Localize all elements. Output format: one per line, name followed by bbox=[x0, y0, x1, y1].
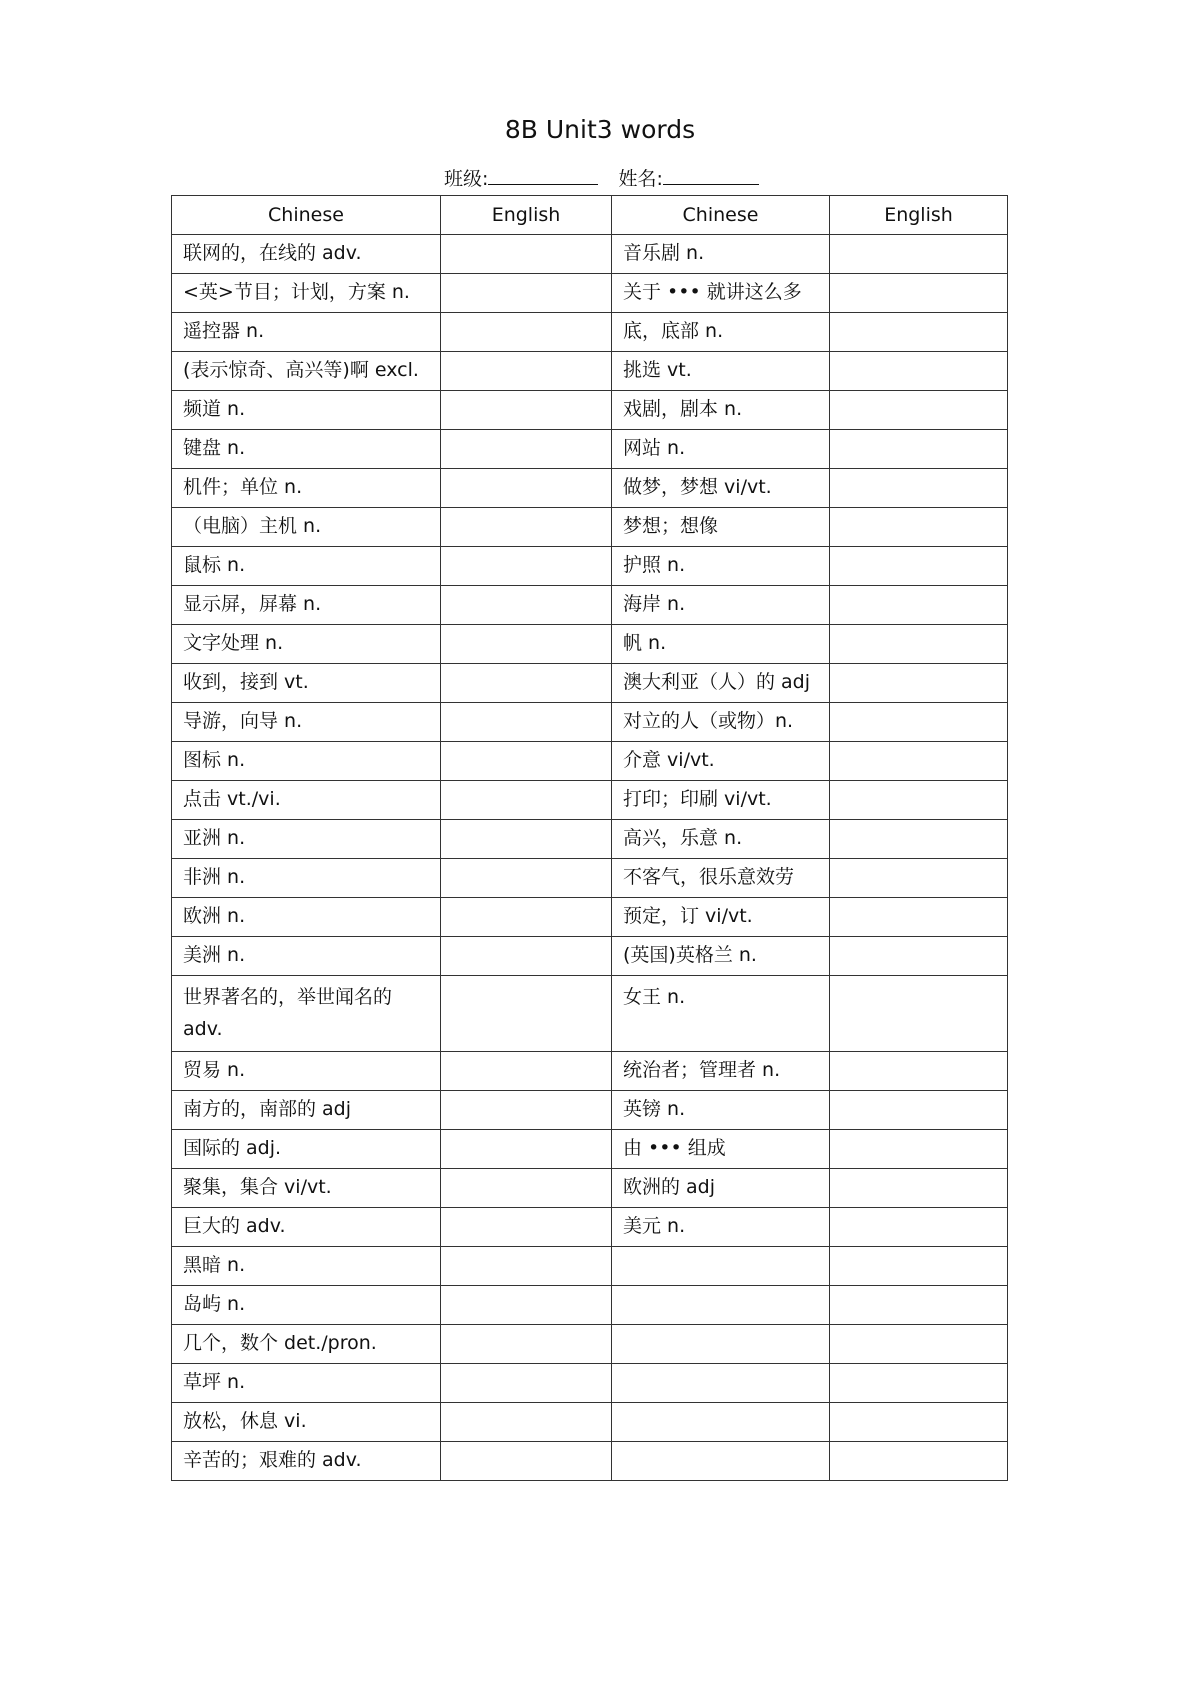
chinese-word-left bbox=[172, 586, 441, 625]
english-answer-left[interactable] bbox=[441, 1208, 612, 1247]
chinese-word-right bbox=[612, 1286, 830, 1325]
english-answer-right[interactable] bbox=[830, 1364, 1008, 1403]
english-answer-left[interactable] bbox=[441, 469, 612, 508]
english-answer-right[interactable] bbox=[830, 820, 1008, 859]
chinese-word-right bbox=[612, 1052, 830, 1091]
chinese-word-text: (英国)英格兰 n. bbox=[623, 944, 757, 966]
chinese-word-left bbox=[172, 1286, 441, 1325]
chinese-word-left bbox=[172, 508, 441, 547]
english-answer-right[interactable] bbox=[830, 859, 1008, 898]
english-answer-right[interactable] bbox=[830, 313, 1008, 352]
english-answer-left[interactable] bbox=[441, 820, 612, 859]
chinese-word-right bbox=[612, 1169, 830, 1208]
class-label: 班级: bbox=[444, 168, 489, 190]
chinese-word-text: 统治者；管理者 n. bbox=[623, 1059, 781, 1081]
table-row bbox=[172, 274, 1008, 313]
header-chinese-left: Chinese bbox=[172, 196, 441, 235]
chinese-word-text: 遥控器 n. bbox=[183, 320, 265, 342]
chinese-word-text: <英>节目；计划，方案 n. bbox=[183, 281, 410, 303]
english-answer-left[interactable] bbox=[441, 703, 612, 742]
english-answer-left[interactable] bbox=[441, 352, 612, 391]
chinese-word-left bbox=[172, 1325, 441, 1364]
table-row bbox=[172, 1286, 1008, 1325]
chinese-word-text: 澳大利亚（人）的 adj bbox=[623, 671, 811, 693]
english-answer-left[interactable] bbox=[441, 781, 612, 820]
chinese-word-right bbox=[612, 703, 830, 742]
chinese-word-text: 文字处理 n. bbox=[183, 632, 284, 654]
chinese-word-right bbox=[612, 1403, 830, 1442]
chinese-word-text: 英镑 n. bbox=[623, 1098, 686, 1120]
english-answer-right[interactable] bbox=[830, 586, 1008, 625]
english-answer-right[interactable] bbox=[830, 781, 1008, 820]
table-row bbox=[172, 1169, 1008, 1208]
chinese-word-left bbox=[172, 1208, 441, 1247]
chinese-word-text: 聚集，集合 vi/vt. bbox=[183, 1176, 332, 1198]
chinese-word-left bbox=[172, 1403, 441, 1442]
table-row bbox=[172, 742, 1008, 781]
table-row bbox=[172, 1247, 1008, 1286]
chinese-word-right bbox=[612, 1325, 830, 1364]
chinese-word-text: 对立的人（或物）n. bbox=[623, 710, 794, 732]
english-answer-right[interactable] bbox=[830, 703, 1008, 742]
header-row bbox=[172, 196, 1008, 235]
table-row bbox=[172, 508, 1008, 547]
chinese-word-text: 收到，接到 vt. bbox=[183, 671, 309, 693]
chinese-word-text: 岛屿 n. bbox=[183, 1293, 246, 1315]
english-answer-left[interactable] bbox=[441, 1442, 612, 1481]
chinese-word-left bbox=[172, 547, 441, 586]
english-answer-left[interactable] bbox=[441, 742, 612, 781]
english-answer-left[interactable] bbox=[441, 1403, 612, 1442]
english-answer-right[interactable] bbox=[830, 352, 1008, 391]
chinese-word-text: 由 ••• 组成 bbox=[623, 1137, 726, 1159]
chinese-word-right bbox=[612, 1091, 830, 1130]
chinese-word-text: 做梦，梦想 vi/vt. bbox=[623, 476, 772, 498]
english-answer-right[interactable] bbox=[830, 1403, 1008, 1442]
chinese-word-text: 美洲 n. bbox=[183, 944, 246, 966]
page-title: 8B Unit3 words bbox=[504, 115, 696, 144]
chinese-word-left bbox=[172, 391, 441, 430]
english-answer-left[interactable] bbox=[441, 1247, 612, 1286]
chinese-word-text: 联网的，在线的 adv. bbox=[183, 242, 362, 264]
english-answer-right[interactable] bbox=[830, 547, 1008, 586]
english-answer-right[interactable] bbox=[830, 430, 1008, 469]
chinese-word-text: 南方的，南部的 adj bbox=[183, 1098, 352, 1120]
table-row bbox=[172, 781, 1008, 820]
chinese-word-text: 几个，数个 det./pron. bbox=[183, 1332, 377, 1354]
chinese-word-left bbox=[172, 625, 441, 664]
chinese-word-right bbox=[612, 859, 830, 898]
chinese-word-text: 关于 ••• 就讲这么多 bbox=[623, 281, 802, 303]
english-answer-right[interactable] bbox=[830, 1208, 1008, 1247]
chinese-word-left bbox=[172, 976, 441, 1052]
chinese-word-text: 网站 n. bbox=[623, 437, 686, 459]
english-answer-left[interactable] bbox=[441, 859, 612, 898]
table-row bbox=[172, 937, 1008, 976]
chinese-word-left bbox=[172, 1247, 441, 1286]
english-answer-right[interactable] bbox=[830, 625, 1008, 664]
chinese-word-left bbox=[172, 1364, 441, 1403]
table-row bbox=[172, 469, 1008, 508]
english-answer-right[interactable] bbox=[830, 508, 1008, 547]
chinese-word-text: 贸易 n. bbox=[183, 1059, 246, 1081]
table-row bbox=[172, 820, 1008, 859]
english-answer-right[interactable] bbox=[830, 664, 1008, 703]
chinese-word-text: 鼠标 n. bbox=[183, 554, 246, 576]
english-answer-right[interactable] bbox=[830, 274, 1008, 313]
chinese-word-right bbox=[612, 664, 830, 703]
chinese-word-right bbox=[612, 1208, 830, 1247]
chinese-word-right bbox=[612, 1364, 830, 1403]
chinese-word-left bbox=[172, 937, 441, 976]
english-answer-right[interactable] bbox=[830, 976, 1008, 1052]
chinese-word-right bbox=[612, 274, 830, 313]
chinese-word-text: (表示惊奇、高兴等)啊 excl. bbox=[183, 359, 419, 381]
english-answer-left[interactable] bbox=[441, 625, 612, 664]
english-answer-left[interactable] bbox=[441, 1325, 612, 1364]
english-answer-left[interactable] bbox=[441, 898, 612, 937]
chinese-word-left bbox=[172, 313, 441, 352]
english-answer-left[interactable] bbox=[441, 1130, 612, 1169]
table-row bbox=[172, 352, 1008, 391]
english-answer-left[interactable] bbox=[441, 274, 612, 313]
chinese-word-left bbox=[172, 859, 441, 898]
chinese-word-right bbox=[612, 547, 830, 586]
table-row bbox=[172, 976, 1008, 1052]
chinese-word-left bbox=[172, 469, 441, 508]
header-english-right: English bbox=[830, 196, 1008, 235]
chinese-word-left bbox=[172, 781, 441, 820]
chinese-word-text: 梦想；想像 bbox=[623, 515, 719, 537]
chinese-word-right bbox=[612, 625, 830, 664]
chinese-word-left bbox=[172, 664, 441, 703]
table-row bbox=[172, 1442, 1008, 1481]
english-answer-left[interactable] bbox=[441, 508, 612, 547]
chinese-word-left bbox=[172, 1052, 441, 1091]
chinese-word-right bbox=[612, 469, 830, 508]
header-english-left: English bbox=[441, 196, 612, 235]
english-answer-right[interactable] bbox=[830, 1247, 1008, 1286]
chinese-word-text: 挑选 vt. bbox=[623, 359, 692, 381]
chinese-word-left bbox=[172, 1091, 441, 1130]
chinese-word-text: 巨大的 adv. bbox=[183, 1215, 286, 1237]
chinese-word-text: 机件；单位 n. bbox=[183, 476, 303, 498]
chinese-word-left bbox=[172, 235, 441, 274]
english-answer-left[interactable] bbox=[441, 313, 612, 352]
table-row bbox=[172, 235, 1008, 274]
chinese-word-left bbox=[172, 898, 441, 937]
chinese-word-text: 戏剧，剧本 n. bbox=[623, 398, 743, 420]
chinese-word-left bbox=[172, 1130, 441, 1169]
name-label: 姓名: bbox=[618, 168, 663, 190]
chinese-word-right bbox=[612, 937, 830, 976]
chinese-word-text: 帆 n. bbox=[623, 632, 667, 654]
english-answer-right[interactable] bbox=[830, 937, 1008, 976]
english-answer-left[interactable] bbox=[441, 1091, 612, 1130]
chinese-word-right bbox=[612, 313, 830, 352]
english-answer-right[interactable] bbox=[830, 1091, 1008, 1130]
chinese-word-left bbox=[172, 1442, 441, 1481]
chinese-word-right bbox=[612, 586, 830, 625]
chinese-word-text: 欧洲的 adj bbox=[623, 1176, 716, 1198]
chinese-word-text: 美元 n. bbox=[623, 1215, 686, 1237]
chinese-word-right bbox=[612, 430, 830, 469]
chinese-word-text: 国际的 adj. bbox=[183, 1137, 282, 1159]
student-info-line bbox=[444, 165, 759, 192]
english-answer-left[interactable] bbox=[441, 547, 612, 586]
chinese-word-left bbox=[172, 352, 441, 391]
chinese-word-right bbox=[612, 898, 830, 937]
chinese-word-right bbox=[612, 508, 830, 547]
table-row bbox=[172, 547, 1008, 586]
chinese-word-right bbox=[612, 391, 830, 430]
chinese-word-text: 欧洲 n. bbox=[183, 905, 246, 927]
chinese-word-right bbox=[612, 1130, 830, 1169]
table-row bbox=[172, 1091, 1008, 1130]
english-answer-left[interactable] bbox=[441, 1286, 612, 1325]
chinese-word-text: 黑暗 n. bbox=[183, 1254, 246, 1276]
chinese-word-right bbox=[612, 1442, 830, 1481]
chinese-word-text: 音乐剧 n. bbox=[623, 242, 705, 264]
english-answer-right[interactable] bbox=[830, 1286, 1008, 1325]
chinese-word-right bbox=[612, 352, 830, 391]
chinese-word-text: 频道 n. bbox=[183, 398, 246, 420]
chinese-word-left bbox=[172, 703, 441, 742]
chinese-word-text: 女王 n. bbox=[623, 986, 686, 1008]
chinese-word-right bbox=[612, 820, 830, 859]
chinese-word-text: 显示屏，屏幕 n. bbox=[183, 593, 322, 615]
chinese-word-text: 不客气，很乐意效劳 bbox=[623, 866, 795, 888]
chinese-word-text: 介意 vi/vt. bbox=[623, 749, 715, 771]
english-answer-right[interactable] bbox=[830, 1169, 1008, 1208]
chinese-word-left bbox=[172, 742, 441, 781]
chinese-word-left bbox=[172, 1169, 441, 1208]
chinese-word-text: 预定，订 vi/vt. bbox=[623, 905, 753, 927]
chinese-word-text: 亚洲 n. bbox=[183, 827, 246, 849]
english-answer-right[interactable] bbox=[830, 1325, 1008, 1364]
chinese-word-right bbox=[612, 742, 830, 781]
chinese-word-text: 键盘 n. bbox=[183, 437, 246, 459]
table-row bbox=[172, 313, 1008, 352]
table-row bbox=[172, 586, 1008, 625]
header-chinese-right: Chinese bbox=[612, 196, 830, 235]
table-row bbox=[172, 391, 1008, 430]
table-row bbox=[172, 1364, 1008, 1403]
english-answer-right[interactable] bbox=[830, 1052, 1008, 1091]
table-row bbox=[172, 859, 1008, 898]
table-row bbox=[172, 1325, 1008, 1364]
english-answer-left[interactable] bbox=[441, 937, 612, 976]
chinese-word-right bbox=[612, 976, 830, 1052]
table-row bbox=[172, 430, 1008, 469]
table-row bbox=[172, 1208, 1008, 1247]
english-answer-left[interactable] bbox=[441, 235, 612, 274]
english-answer-right[interactable] bbox=[830, 469, 1008, 508]
chinese-word-text: 草坪 n. bbox=[183, 1371, 246, 1393]
english-answer-right[interactable] bbox=[830, 235, 1008, 274]
english-answer-left[interactable] bbox=[441, 1052, 612, 1091]
name-blank[interactable] bbox=[663, 165, 759, 185]
english-answer-right[interactable] bbox=[830, 1130, 1008, 1169]
chinese-word-text: 护照 n. bbox=[623, 554, 686, 576]
english-answer-left[interactable] bbox=[441, 1169, 612, 1208]
chinese-word-left bbox=[172, 820, 441, 859]
chinese-word-text: 非洲 n. bbox=[183, 866, 246, 888]
english-answer-left[interactable] bbox=[441, 976, 612, 1052]
word-rows bbox=[172, 235, 1008, 1481]
chinese-word-text: 辛苦的；艰难的 adv. bbox=[183, 1449, 362, 1471]
english-answer-left[interactable] bbox=[441, 664, 612, 703]
chinese-word-text: 点击 vt./vi. bbox=[183, 788, 281, 810]
english-answer-left[interactable] bbox=[441, 430, 612, 469]
table-row bbox=[172, 1130, 1008, 1169]
english-answer-right[interactable] bbox=[830, 1442, 1008, 1481]
english-answer-left[interactable] bbox=[441, 391, 612, 430]
chinese-word-text: 底，底部 n. bbox=[623, 320, 724, 342]
vocabulary-table bbox=[171, 195, 1008, 1481]
table-row bbox=[172, 1052, 1008, 1091]
table-row bbox=[172, 703, 1008, 742]
english-answer-right[interactable] bbox=[830, 391, 1008, 430]
chinese-word-text: 图标 n. bbox=[183, 749, 246, 771]
chinese-word-right bbox=[612, 781, 830, 820]
english-answer-left[interactable] bbox=[441, 1364, 612, 1403]
chinese-word-text: 导游，向导 n. bbox=[183, 710, 303, 732]
english-answer-left[interactable] bbox=[441, 586, 612, 625]
chinese-word-text: 高兴，乐意 n. bbox=[623, 827, 743, 849]
chinese-word-right bbox=[612, 1247, 830, 1286]
chinese-word-text: （电脑）主机 n. bbox=[183, 515, 322, 537]
chinese-word-text: 世界著名的，举世闻名的 adv. bbox=[183, 986, 393, 1040]
chinese-word-left bbox=[172, 430, 441, 469]
chinese-word-left bbox=[172, 274, 441, 313]
chinese-word-right bbox=[612, 235, 830, 274]
table-row bbox=[172, 625, 1008, 664]
chinese-word-text: 放松，休息 vi. bbox=[183, 1410, 307, 1432]
english-answer-right[interactable] bbox=[830, 742, 1008, 781]
table-row bbox=[172, 898, 1008, 937]
class-blank[interactable] bbox=[488, 165, 598, 185]
english-answer-right[interactable] bbox=[830, 898, 1008, 937]
chinese-word-text: 打印；印刷 vi/vt. bbox=[623, 788, 772, 810]
chinese-word-text: 海岸 n. bbox=[623, 593, 686, 615]
table-row bbox=[172, 664, 1008, 703]
table-row bbox=[172, 1403, 1008, 1442]
